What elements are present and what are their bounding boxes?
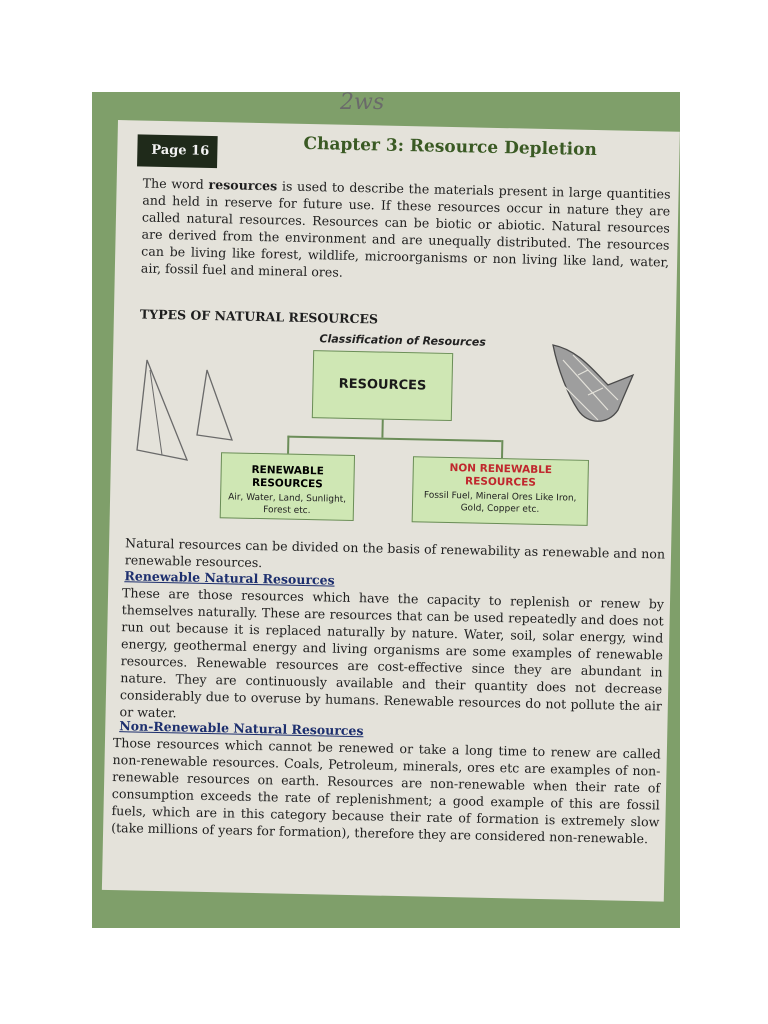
page-number-label: Page 16 [137, 134, 218, 168]
renewable-box-title: RENEWABLE RESOURCES [251, 463, 324, 491]
renewable-heading: Renewable Natural Resources [124, 568, 335, 588]
nonrenewable-box-examples: Fossil Fuel, Mineral Ores Like Iron, Gold, Copper etc. [423, 490, 577, 515]
nonrenewable-heading: Non-Renewable Natural Resources [119, 718, 364, 739]
nonrenewable-box-title: NON RENEWABLE RESOURCES [449, 462, 553, 489]
diagram-root-box: RESOURCES [312, 350, 453, 421]
pencil-sketch-icon [102, 340, 242, 480]
renewable-box-examples: Air, Water, Land, Sunlight, Forest etc. [228, 492, 347, 517]
renewability-paragraph: Natural resources can be divided on the basis of renewability as renewable and non renewable resources. [124, 535, 666, 571]
bold-term: resources [208, 176, 278, 194]
connector-line [287, 436, 501, 442]
textbook-page [102, 120, 680, 902]
connector-line [381, 420, 383, 438]
diagram-caption: Classification of Resources [319, 332, 486, 349]
chapter-title: Chapter 3: Resource Depletion [303, 133, 598, 161]
classification-diagram [219, 348, 577, 534]
renewable-paragraph: These are those resources which have the capacity to replenish or renew by themselves naturally. These are resources that can be used repeatedly and does not run out because it is replaced naturally by nature. Water, soil, solar energy, wind energy, geothermal energy and living organisms are some examples of renewable resources. Renewable resources are cost-effective since they are abundant in nature. They are continuously available and their quantity does not decrease considerably due to overuse by humans. Renewable resources do not pollute the air or water. [119, 585, 665, 721]
nonrenewable-box [412, 456, 589, 526]
intro-paragraph: The word resources is used to describe the materials present in large quantities and held in reserve for future use. If these resources occur in nature they are called natural resources. Resources can be biotic or abiotic. Natural resources are derived from the environment and are unequally distributed. The resources can be living like forest, wildlife, microorganisms or non living like land, water, air, fossil fuel and mineral ores. [140, 175, 671, 280]
connector-line [287, 436, 289, 454]
connector-line [501, 440, 503, 458]
net-sketch-icon [548, 340, 648, 440]
handwritten-note: 2ws [340, 90, 385, 115]
nonrenewable-paragraph: Those resources which cannot be renewed or take a long time to renew are called non-renewable resources. Coals, Petroleum, minerals, ores etc are examples of non-renewable resources on earth. Resources are non-renewable when their rate of consumption exceeds the rate of replenishment; a good example of this are fossil fuels, which are in this category because their rate of formation is extremely slow (take millions of years for formation), therefore they are considered non-renewable. [111, 735, 661, 847]
section-heading-types: TYPES OF NATURAL RESOURCES [139, 306, 379, 327]
